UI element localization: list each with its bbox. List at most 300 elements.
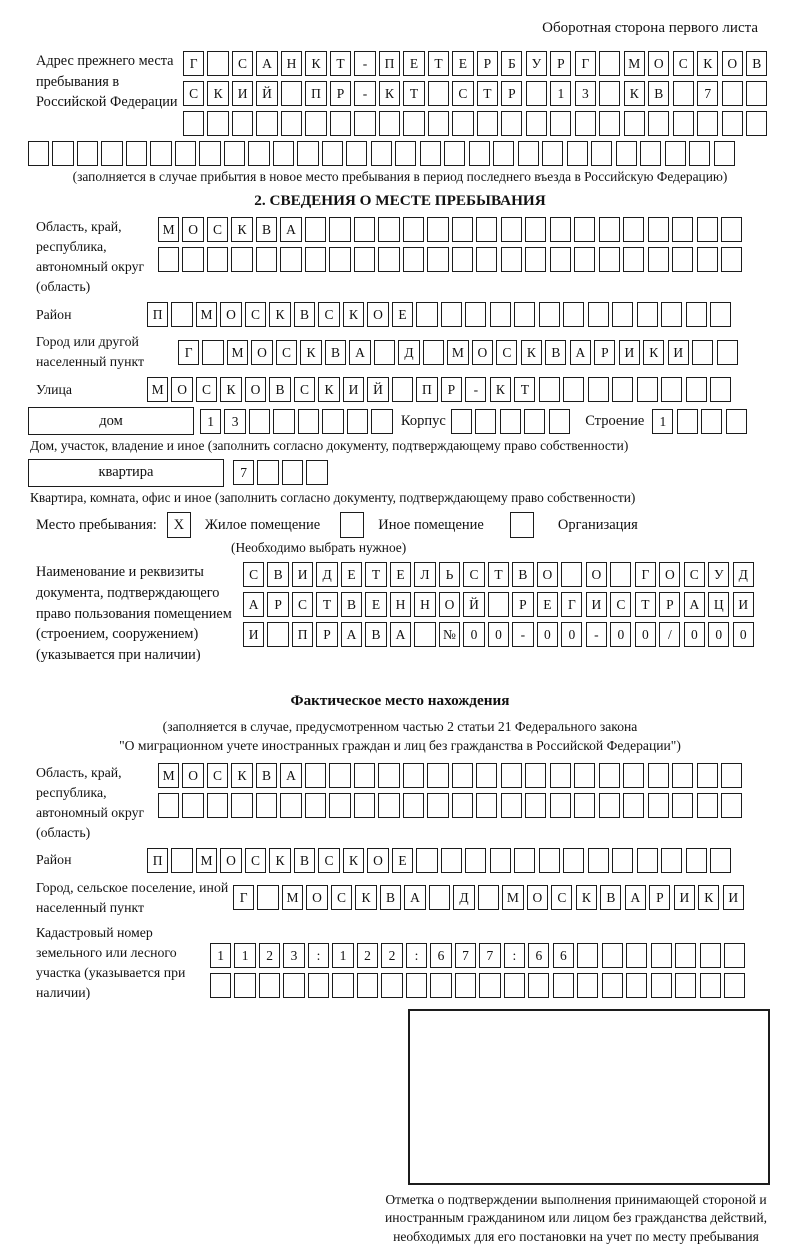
char-cell[interactable] — [574, 247, 595, 272]
char-cell[interactable] — [371, 141, 392, 166]
checkbox-zhiloe[interactable]: X — [167, 512, 191, 538]
char-cell[interactable] — [354, 793, 375, 818]
char-cell[interactable] — [249, 409, 270, 434]
char-cell[interactable] — [651, 943, 672, 968]
char-cell[interactable] — [714, 141, 735, 166]
char-cell[interactable]: И — [668, 340, 689, 365]
char-cell[interactable] — [28, 141, 49, 166]
char-cell[interactable] — [612, 377, 633, 402]
char-cell[interactable] — [224, 141, 245, 166]
char-cell[interactable] — [588, 848, 609, 873]
char-cell[interactable] — [746, 81, 767, 106]
char-cell[interactable] — [710, 302, 731, 327]
char-cell[interactable]: - — [354, 51, 375, 76]
char-cell[interactable]: М — [282, 885, 303, 910]
char-cell[interactable] — [675, 943, 696, 968]
char-cell[interactable] — [549, 409, 570, 434]
char-cell[interactable] — [697, 763, 718, 788]
char-cell[interactable]: Т — [403, 81, 424, 106]
char-cell[interactable]: М — [158, 217, 179, 242]
char-cell[interactable] — [550, 217, 571, 242]
char-cell[interactable] — [692, 340, 713, 365]
char-cell[interactable]: 2 — [381, 943, 402, 968]
char-cell[interactable] — [524, 409, 545, 434]
char-cell[interactable] — [526, 111, 547, 136]
char-cell[interactable]: Й — [256, 81, 277, 106]
char-cell[interactable] — [427, 793, 448, 818]
char-cell[interactable]: Е — [392, 848, 413, 873]
char-cell[interactable] — [665, 141, 686, 166]
char-cell[interactable] — [539, 377, 560, 402]
char-cell[interactable]: О — [306, 885, 327, 910]
char-cell[interactable] — [305, 247, 326, 272]
char-cell[interactable]: Й — [463, 592, 484, 617]
char-cell[interactable] — [525, 793, 546, 818]
char-cell[interactable] — [623, 217, 644, 242]
char-cell[interactable] — [518, 141, 539, 166]
char-cell[interactable] — [602, 973, 623, 998]
char-cell[interactable]: У — [708, 562, 729, 587]
char-cell[interactable] — [322, 141, 343, 166]
char-cell[interactable] — [637, 848, 658, 873]
char-cell[interactable] — [616, 141, 637, 166]
char-cell[interactable]: А — [570, 340, 591, 365]
char-cell[interactable] — [701, 409, 722, 434]
char-cell[interactable] — [626, 943, 647, 968]
char-cell[interactable] — [501, 793, 522, 818]
char-cell[interactable] — [329, 217, 350, 242]
char-cell[interactable] — [700, 973, 721, 998]
char-cell[interactable]: 1 — [550, 81, 571, 106]
char-cell[interactable]: М — [447, 340, 468, 365]
char-cell[interactable] — [478, 885, 499, 910]
char-cell[interactable] — [330, 111, 351, 136]
char-cell[interactable]: К — [643, 340, 664, 365]
char-cell[interactable] — [441, 848, 462, 873]
char-cell[interactable]: М — [624, 51, 645, 76]
char-cell[interactable] — [452, 763, 473, 788]
char-cell[interactable] — [282, 460, 303, 485]
char-cell[interactable]: 0 — [463, 622, 484, 647]
char-cell[interactable]: С — [245, 302, 266, 327]
char-cell[interactable] — [673, 81, 694, 106]
char-cell[interactable]: Е — [452, 51, 473, 76]
char-cell[interactable]: 1 — [652, 409, 673, 434]
char-cell[interactable] — [724, 973, 745, 998]
char-cell[interactable]: К — [300, 340, 321, 365]
char-cell[interactable] — [322, 409, 343, 434]
char-cell[interactable] — [528, 973, 549, 998]
char-cell[interactable] — [479, 973, 500, 998]
char-cell[interactable]: И — [619, 340, 640, 365]
char-cell[interactable] — [403, 111, 424, 136]
char-cell[interactable] — [637, 377, 658, 402]
char-cell[interactable] — [256, 111, 277, 136]
char-cell[interactable] — [444, 141, 465, 166]
char-cell[interactable] — [697, 111, 718, 136]
char-cell[interactable] — [403, 793, 424, 818]
char-cell[interactable]: В — [294, 302, 315, 327]
char-cell[interactable]: Е — [392, 302, 413, 327]
char-cell[interactable]: К — [231, 217, 252, 242]
char-cell[interactable]: М — [502, 885, 523, 910]
char-cell[interactable] — [648, 793, 669, 818]
char-cell[interactable]: С — [463, 562, 484, 587]
char-cell[interactable] — [726, 409, 747, 434]
char-cell[interactable]: К — [343, 848, 364, 873]
char-cell[interactable]: - — [465, 377, 486, 402]
char-cell[interactable]: Д — [398, 340, 419, 365]
char-cell[interactable]: И — [723, 885, 744, 910]
char-cell[interactable] — [416, 848, 437, 873]
char-cell[interactable] — [183, 111, 204, 136]
char-cell[interactable]: Р — [477, 51, 498, 76]
char-cell[interactable] — [354, 111, 375, 136]
char-cell[interactable] — [452, 793, 473, 818]
char-cell[interactable]: / — [659, 622, 680, 647]
char-cell[interactable]: Н — [390, 592, 411, 617]
char-cell[interactable]: - — [354, 81, 375, 106]
char-cell[interactable] — [700, 943, 721, 968]
char-cell[interactable] — [202, 340, 223, 365]
char-cell[interactable] — [231, 247, 252, 272]
char-cell[interactable]: К — [624, 81, 645, 106]
char-cell[interactable]: Д — [316, 562, 337, 587]
char-cell[interactable] — [612, 302, 633, 327]
char-cell[interactable]: : — [504, 943, 525, 968]
char-cell[interactable] — [420, 141, 441, 166]
char-cell[interactable] — [591, 141, 612, 166]
char-cell[interactable]: Е — [403, 51, 424, 76]
char-cell[interactable] — [686, 302, 707, 327]
char-cell[interactable] — [525, 247, 546, 272]
char-cell[interactable] — [207, 793, 228, 818]
char-cell[interactable] — [280, 247, 301, 272]
char-cell[interactable] — [661, 377, 682, 402]
char-cell[interactable]: В — [256, 217, 277, 242]
char-cell[interactable] — [332, 973, 353, 998]
char-cell[interactable]: О — [586, 562, 607, 587]
char-cell[interactable] — [430, 973, 451, 998]
char-cell[interactable] — [599, 793, 620, 818]
char-cell[interactable]: А — [341, 622, 362, 647]
char-cell[interactable] — [514, 848, 535, 873]
char-cell[interactable]: П — [379, 51, 400, 76]
char-cell[interactable]: О — [171, 377, 192, 402]
char-cell[interactable]: 0 — [561, 622, 582, 647]
char-cell[interactable] — [610, 562, 631, 587]
char-cell[interactable]: С — [551, 885, 572, 910]
char-cell[interactable]: П — [305, 81, 326, 106]
char-cell[interactable] — [441, 302, 462, 327]
char-cell[interactable]: И — [243, 622, 264, 647]
char-cell[interactable] — [504, 973, 525, 998]
char-cell[interactable]: С — [292, 592, 313, 617]
char-cell[interactable]: Р — [550, 51, 571, 76]
char-cell[interactable] — [101, 141, 122, 166]
char-cell[interactable] — [624, 111, 645, 136]
char-cell[interactable] — [346, 141, 367, 166]
char-cell[interactable] — [563, 377, 584, 402]
char-cell[interactable] — [477, 111, 498, 136]
char-cell[interactable] — [207, 111, 228, 136]
char-cell[interactable] — [403, 247, 424, 272]
char-cell[interactable] — [501, 111, 522, 136]
char-cell[interactable]: 0 — [635, 622, 656, 647]
char-cell[interactable] — [588, 377, 609, 402]
char-cell[interactable]: 1 — [210, 943, 231, 968]
char-cell[interactable] — [210, 973, 231, 998]
char-cell[interactable]: Н — [281, 51, 302, 76]
char-cell[interactable]: 0 — [684, 622, 705, 647]
char-cell[interactable]: Р — [441, 377, 462, 402]
char-cell[interactable]: Е — [537, 592, 558, 617]
char-cell[interactable]: О — [439, 592, 460, 617]
char-cell[interactable]: 2 — [357, 943, 378, 968]
char-cell[interactable]: О — [722, 51, 743, 76]
char-cell[interactable]: П — [416, 377, 437, 402]
char-cell[interactable] — [623, 793, 644, 818]
char-cell[interactable]: О — [648, 51, 669, 76]
char-cell[interactable] — [329, 793, 350, 818]
char-cell[interactable] — [469, 141, 490, 166]
checkbox-inoe[interactable] — [340, 512, 364, 538]
char-cell[interactable]: 0 — [537, 622, 558, 647]
char-cell[interactable] — [567, 141, 588, 166]
char-cell[interactable] — [297, 141, 318, 166]
char-cell[interactable]: О — [367, 848, 388, 873]
char-cell[interactable]: В — [325, 340, 346, 365]
char-cell[interactable]: С — [276, 340, 297, 365]
char-cell[interactable] — [673, 111, 694, 136]
char-cell[interactable] — [257, 460, 278, 485]
char-cell[interactable] — [490, 848, 511, 873]
char-cell[interactable] — [612, 848, 633, 873]
char-cell[interactable] — [588, 302, 609, 327]
char-cell[interactable] — [423, 340, 444, 365]
char-cell[interactable] — [234, 973, 255, 998]
char-cell[interactable]: С — [318, 848, 339, 873]
char-cell[interactable]: 7 — [455, 943, 476, 968]
char-cell[interactable] — [577, 973, 598, 998]
char-cell[interactable]: К — [576, 885, 597, 910]
char-cell[interactable] — [640, 141, 661, 166]
char-cell[interactable] — [428, 81, 449, 106]
char-cell[interactable]: А — [404, 885, 425, 910]
char-cell[interactable]: А — [349, 340, 370, 365]
char-cell[interactable]: В — [294, 848, 315, 873]
char-cell[interactable] — [493, 141, 514, 166]
char-cell[interactable] — [281, 81, 302, 106]
char-cell[interactable] — [256, 793, 277, 818]
char-cell[interactable] — [697, 793, 718, 818]
char-cell[interactable]: И — [586, 592, 607, 617]
char-cell[interactable] — [77, 141, 98, 166]
char-cell[interactable]: О — [527, 885, 548, 910]
char-cell[interactable] — [689, 141, 710, 166]
char-cell[interactable]: В — [512, 562, 533, 587]
char-cell[interactable]: 7 — [479, 943, 500, 968]
char-cell[interactable]: Ц — [708, 592, 729, 617]
char-cell[interactable] — [697, 247, 718, 272]
char-cell[interactable]: Ь — [439, 562, 460, 587]
char-cell[interactable]: С — [232, 51, 253, 76]
char-cell[interactable] — [599, 111, 620, 136]
char-cell[interactable] — [329, 247, 350, 272]
char-cell[interactable] — [259, 973, 280, 998]
char-cell[interactable] — [722, 111, 743, 136]
char-cell[interactable] — [599, 247, 620, 272]
char-cell[interactable] — [378, 793, 399, 818]
char-cell[interactable]: Т — [488, 562, 509, 587]
char-cell[interactable] — [306, 460, 327, 485]
char-cell[interactable]: О — [537, 562, 558, 587]
char-cell[interactable] — [721, 763, 742, 788]
char-cell[interactable]: Р — [512, 592, 533, 617]
char-cell[interactable]: 3 — [575, 81, 596, 106]
char-cell[interactable]: И — [232, 81, 253, 106]
char-cell[interactable]: К — [521, 340, 542, 365]
char-cell[interactable]: К — [269, 302, 290, 327]
char-cell[interactable] — [717, 340, 738, 365]
char-cell[interactable] — [672, 217, 693, 242]
char-cell[interactable]: 7 — [697, 81, 718, 106]
char-cell[interactable] — [427, 763, 448, 788]
char-cell[interactable] — [648, 763, 669, 788]
char-cell[interactable] — [599, 763, 620, 788]
char-cell[interactable]: С — [243, 562, 264, 587]
char-cell[interactable]: Г — [183, 51, 204, 76]
char-cell[interactable] — [231, 793, 252, 818]
char-cell[interactable] — [207, 247, 228, 272]
char-cell[interactable]: С — [207, 763, 228, 788]
char-cell[interactable]: Г — [635, 562, 656, 587]
char-cell[interactable] — [710, 848, 731, 873]
char-cell[interactable]: А — [625, 885, 646, 910]
char-cell[interactable]: И — [343, 377, 364, 402]
char-cell[interactable]: К — [697, 51, 718, 76]
char-cell[interactable]: В — [256, 763, 277, 788]
char-cell[interactable] — [427, 217, 448, 242]
char-cell[interactable]: А — [684, 592, 705, 617]
char-cell[interactable] — [501, 217, 522, 242]
char-cell[interactable] — [354, 763, 375, 788]
char-cell[interactable]: М — [158, 763, 179, 788]
char-cell[interactable] — [500, 409, 521, 434]
char-cell[interactable] — [158, 247, 179, 272]
char-cell[interactable] — [150, 141, 171, 166]
char-cell[interactable] — [171, 302, 192, 327]
char-cell[interactable]: 6 — [553, 943, 574, 968]
char-cell[interactable]: В — [267, 562, 288, 587]
char-cell[interactable] — [651, 973, 672, 998]
char-cell[interactable] — [357, 973, 378, 998]
char-cell[interactable]: М — [227, 340, 248, 365]
char-cell[interactable] — [305, 793, 326, 818]
char-cell[interactable]: И — [733, 592, 754, 617]
char-cell[interactable] — [378, 247, 399, 272]
char-cell[interactable] — [403, 217, 424, 242]
char-cell[interactable]: Т — [365, 562, 386, 587]
char-cell[interactable] — [305, 217, 326, 242]
char-cell[interactable] — [232, 111, 253, 136]
char-cell[interactable]: 3 — [283, 943, 304, 968]
char-cell[interactable] — [563, 302, 584, 327]
char-cell[interactable] — [427, 247, 448, 272]
char-cell[interactable] — [563, 848, 584, 873]
char-cell[interactable] — [452, 217, 473, 242]
char-cell[interactable] — [126, 141, 147, 166]
char-cell[interactable]: К — [379, 81, 400, 106]
char-cell[interactable] — [542, 141, 563, 166]
char-cell[interactable] — [465, 302, 486, 327]
char-cell[interactable] — [501, 763, 522, 788]
char-cell[interactable]: Е — [341, 562, 362, 587]
char-cell[interactable] — [475, 409, 496, 434]
char-cell[interactable] — [379, 111, 400, 136]
char-cell[interactable] — [501, 247, 522, 272]
char-cell[interactable] — [599, 217, 620, 242]
char-cell[interactable] — [550, 111, 571, 136]
char-cell[interactable] — [476, 793, 497, 818]
char-cell[interactable] — [721, 247, 742, 272]
char-cell[interactable] — [171, 848, 192, 873]
char-cell[interactable] — [686, 848, 707, 873]
char-cell[interactable]: Д — [733, 562, 754, 587]
char-cell[interactable] — [403, 763, 424, 788]
char-cell[interactable]: С — [318, 302, 339, 327]
char-cell[interactable] — [561, 562, 582, 587]
char-cell[interactable]: Т — [316, 592, 337, 617]
char-cell[interactable]: С — [673, 51, 694, 76]
char-cell[interactable]: - — [512, 622, 533, 647]
char-cell[interactable] — [661, 302, 682, 327]
char-cell[interactable]: 7 — [233, 460, 254, 485]
char-cell[interactable]: М — [147, 377, 168, 402]
char-cell[interactable] — [672, 247, 693, 272]
char-cell[interactable] — [429, 885, 450, 910]
char-cell[interactable]: О — [182, 763, 203, 788]
char-cell[interactable] — [746, 111, 767, 136]
char-cell[interactable]: 6 — [430, 943, 451, 968]
char-cell[interactable]: М — [196, 302, 217, 327]
char-cell[interactable] — [371, 409, 392, 434]
char-cell[interactable]: В — [380, 885, 401, 910]
char-cell[interactable] — [305, 111, 326, 136]
char-cell[interactable]: 1 — [200, 409, 221, 434]
char-cell[interactable] — [158, 793, 179, 818]
char-cell[interactable] — [395, 141, 416, 166]
char-cell[interactable] — [710, 377, 731, 402]
char-cell[interactable] — [308, 973, 329, 998]
char-cell[interactable] — [248, 141, 269, 166]
char-cell[interactable]: С — [684, 562, 705, 587]
dom-box[interactable] — [28, 407, 194, 435]
char-cell[interactable]: А — [280, 763, 301, 788]
char-cell[interactable]: Р — [330, 81, 351, 106]
char-cell[interactable] — [490, 302, 511, 327]
char-cell[interactable]: 3 — [224, 409, 245, 434]
char-cell[interactable] — [525, 763, 546, 788]
char-cell[interactable]: В — [341, 592, 362, 617]
char-cell[interactable]: 1 — [234, 943, 255, 968]
char-cell[interactable]: К — [305, 51, 326, 76]
char-cell[interactable] — [381, 973, 402, 998]
char-cell[interactable] — [648, 247, 669, 272]
char-cell[interactable] — [575, 111, 596, 136]
char-cell[interactable] — [675, 973, 696, 998]
char-cell[interactable] — [256, 247, 277, 272]
